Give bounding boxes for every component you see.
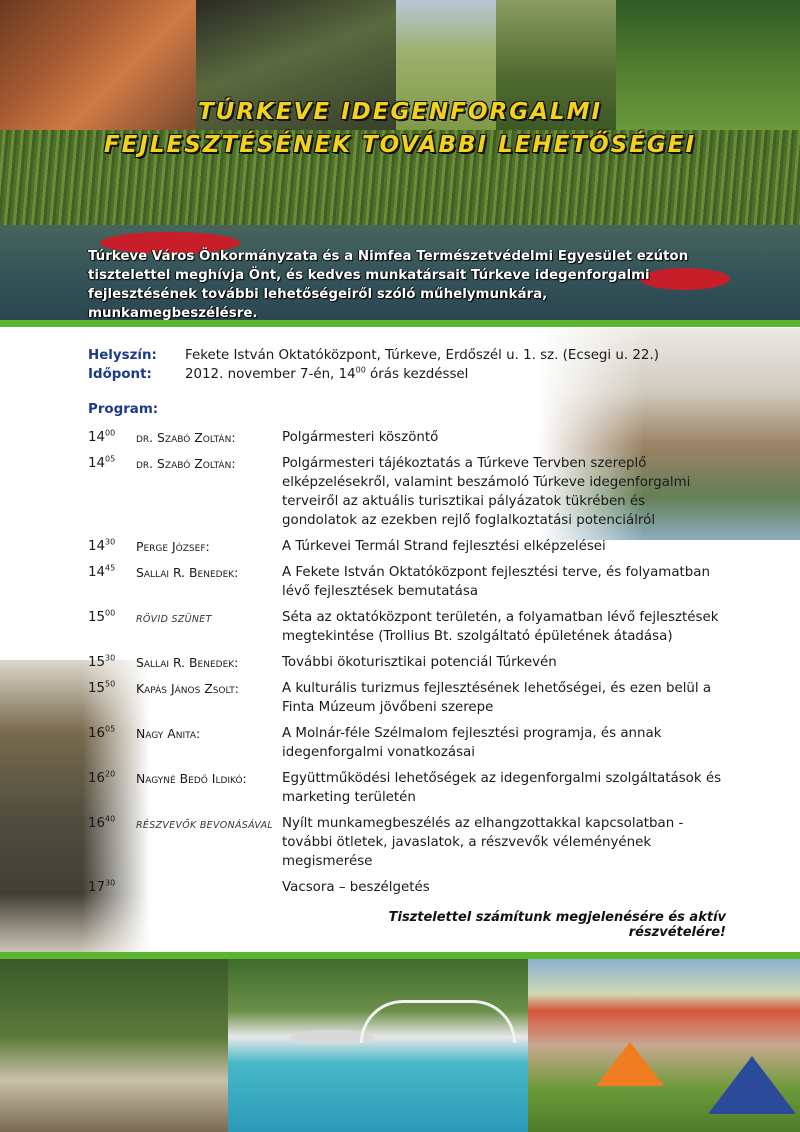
program-time-minute: 00 [105, 428, 116, 438]
tent-orange [596, 1042, 664, 1086]
program-time-minute: 45 [105, 563, 116, 573]
program-speaker [136, 878, 282, 897]
program-time [88, 814, 136, 871]
program-note: RÉSZVEVŐK BEVONÁSÁVAL [136, 820, 273, 831]
program-speaker: dr. Szabó Zoltán: [136, 430, 236, 445]
program-time [88, 454, 136, 530]
program-time-minute: 20 [105, 769, 116, 779]
program-topic: Vacsora – beszélgetés [282, 880, 430, 895]
time-prefix: 2012. november 7-én, 14 [185, 367, 356, 382]
header-photo-collage [0, 0, 800, 320]
program-time-hour: 14 [88, 539, 106, 554]
time-suffix: órás kezdéssel [365, 367, 469, 382]
program-time-hour: 16 [88, 816, 106, 831]
title-line-1: TÚRKEVE IDEGENFORGALMI [197, 99, 603, 125]
program-time-hour: 15 [88, 681, 106, 696]
bridge-shape [360, 1000, 516, 1043]
program-time-minute: 30 [105, 878, 116, 888]
program-topic: A Molnár-féle Szélmalom fejlesztési programja, és annak idegenforgalmi vonatkozásai [282, 726, 662, 760]
program-time [88, 537, 136, 556]
program-time-hour: 16 [88, 726, 106, 741]
time-row [88, 365, 659, 384]
time-value [185, 365, 468, 384]
program-row [88, 428, 728, 447]
program-time [88, 679, 136, 717]
photo-thermal-pool [228, 959, 528, 1132]
time-label: Időpont: [88, 367, 152, 382]
program-time-minute: 40 [105, 814, 116, 824]
program-topic: Séta az oktatóközpont területén, a folyamatban lévő fejlesztések megtekintése (Trollius Bt. szolgáltató épületének átadása) [282, 610, 719, 644]
program-time-hour: 14 [88, 565, 106, 580]
program-note: RÖVID SZÜNET [136, 614, 212, 625]
program-time-minute: 30 [105, 653, 116, 663]
program-time-minute: 50 [105, 679, 116, 689]
program-time [88, 769, 136, 807]
event-info [88, 346, 659, 384]
program-topic: További ökoturisztikai potenciál Túrkevén [282, 655, 557, 670]
photo-archery [0, 959, 228, 1132]
divider-bar-bottom [0, 952, 800, 959]
program-time-hour: 17 [88, 880, 106, 895]
program-time-minute: 05 [105, 724, 116, 734]
program-list [88, 428, 728, 904]
program-speaker: Nagyné Bedő Ildikó: [136, 771, 247, 786]
program-time-minute: 00 [105, 608, 116, 618]
program-topic: Polgármesteri köszöntő [282, 430, 439, 445]
location-value: Fekete István Oktatóközpont, Túrkeve, Erdőszél u. 1. sz. (Ecsegi u. 22.) [185, 348, 659, 363]
program-topic: Polgármesteri tájékoztatás a Túrkeve Tervben szereplő elképzelésekről, valamint beszámoló Túrkeve idegenforgalmi terveiről az aktuális turisztikai pályázatok tükrében és gondolatok az ezekben rejlő foglalkoztatási potenciálról [282, 456, 691, 528]
program-time-minute: 05 [105, 454, 116, 464]
program-time-hour: 14 [88, 430, 106, 445]
invitation-text: Túrkeve Város Önkormányzata és a Nimfea Természetvédelmi Egyesület ezúton tisztelettel meghívja Önt, és kedves munkatársait Túrkeve idegenforgalmi fejlesztésének további lehetőségeiről szóló műhelymunkára, munkamegbeszélésre. [88, 249, 689, 320]
time-sup: 00 [355, 365, 366, 375]
program-speaker: Kapás János Zsolt: [136, 681, 239, 696]
program-topic: A Fekete István Oktatóközpont fejlesztési terve, és folyamatban lévő fejlesztések bemutatása [282, 565, 710, 599]
program-row [88, 454, 728, 530]
program-time-hour: 16 [88, 771, 106, 786]
program-time [88, 563, 136, 601]
program-topic: A kulturális turizmus fejlesztésének lehetőségei, és ezen belül a Finta Múzeum jövőbeni szerepe [282, 681, 712, 715]
program-speaker: Perge József: [136, 539, 210, 554]
program-row [88, 608, 728, 646]
program-time-hour: 15 [88, 610, 106, 625]
program-row [88, 814, 728, 871]
program-time [88, 428, 136, 447]
program-time [88, 724, 136, 762]
title-line-2: FEJLESZTÉSÉNEK TOVÁBBI LEHETŐSÉGEI [103, 132, 697, 158]
divider-bar-top [0, 320, 800, 327]
program-speaker: Nagy Anita: [136, 726, 201, 741]
program-speaker: Sallai R. Benedek: [136, 655, 239, 670]
program-time [88, 653, 136, 672]
program-row [88, 679, 728, 717]
program-row [88, 878, 728, 897]
location-label: Helyszín: [88, 348, 157, 363]
program-topic: Együttműködési lehetőségek az idegenforgalmi szolgáltatások és marketing területén [282, 771, 722, 805]
program-speaker: dr. Szabó Zoltán: [136, 456, 236, 471]
page-title [0, 96, 800, 162]
program-time-hour: 14 [88, 456, 106, 471]
program-time-hour: 15 [88, 655, 106, 670]
program-row [88, 769, 728, 807]
program-speaker: Sallai R. Benedek: [136, 565, 239, 580]
program-row [88, 653, 728, 672]
location-row [88, 346, 659, 365]
program-time [88, 878, 136, 897]
program-time-minute: 30 [105, 537, 116, 547]
program-row [88, 537, 728, 556]
program-row [88, 563, 728, 601]
program-topic: Nyílt munkamegbeszélés az elhangzottakkal kapcsolatban - további ötletek, javaslatok, a részvevők véleményének megismerése [282, 816, 684, 869]
tent-blue [708, 1056, 796, 1114]
program-topic: A Túrkevei Termál Strand fejlesztési elképzelései [282, 539, 606, 554]
program-time [88, 608, 136, 646]
closing-text: Tisztelettel számítunk megjelenésére és aktív részvételére! [388, 910, 726, 940]
program-heading: Program: [88, 402, 159, 417]
bottom-photo-strip [0, 959, 800, 1132]
program-row [88, 724, 728, 762]
